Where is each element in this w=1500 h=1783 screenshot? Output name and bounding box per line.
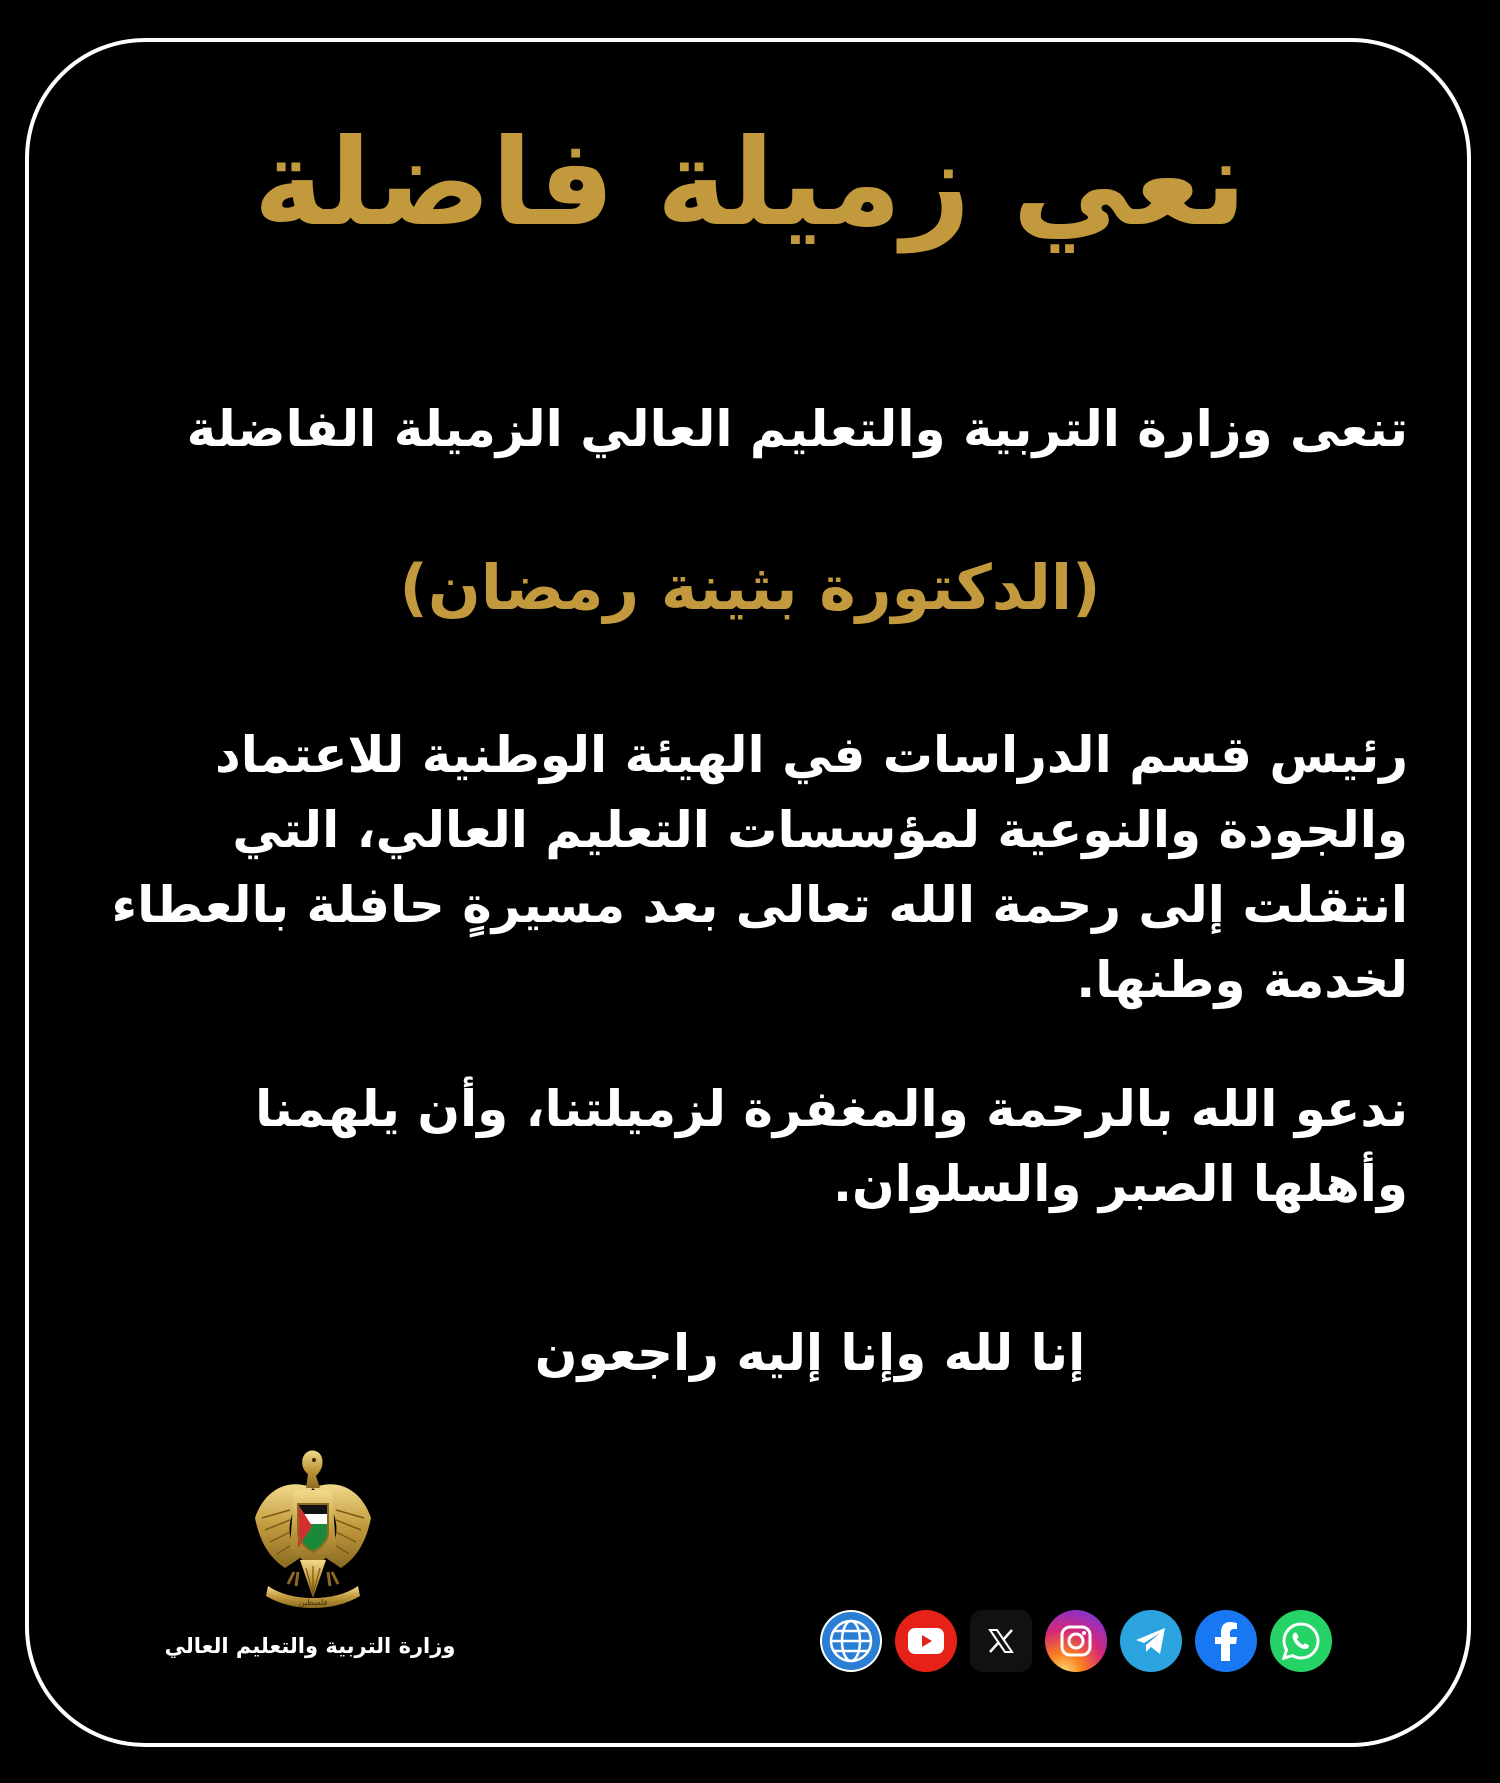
palestine-emblem-logo [250,1448,376,1614]
body-paragraph-1: رئيس قسم الدراسات في الهيئة الوطنية للاعتماد والجودة والنوعية لمؤسسات التعليم العالي، التي انتقلت إلى رحمة الله تعالى بعد مسيرةٍ حافلة بالعطاء لخدمة وطنها. [111,726,1408,1009]
social-icons-bar [820,1610,1332,1672]
x-icon[interactable] [970,1610,1032,1672]
body-paragraph-2: ندعو الله بالرحمة والمغفرة لزميلتنا، وأن يلهمنا وأهلها الصبر والسلوان. [255,1080,1408,1213]
facebook-icon[interactable] [1195,1610,1257,1672]
svg-text:فلسطين: فلسطين [298,1598,328,1607]
globe-icon[interactable] [820,1610,882,1672]
whatsapp-icon[interactable] [1270,1610,1332,1672]
deceased-name: (الدكتورة بثينة رمضان) [399,551,1101,624]
telegram-icon[interactable] [1120,1610,1182,1672]
instagram-icon[interactable] [1045,1610,1107,1672]
intro-text: تنعى وزارة التربية والتعليم العالي الزميلة الفاضلة [186,400,1408,458]
ministry-label: وزارة التربية والتعليم العالي [164,1634,456,1658]
page-title: نعي زميلة فاضلة [253,114,1247,253]
closing-text: إنا لله وإنا إليه راجعون [534,1324,1086,1382]
youtube-icon[interactable] [895,1610,957,1672]
